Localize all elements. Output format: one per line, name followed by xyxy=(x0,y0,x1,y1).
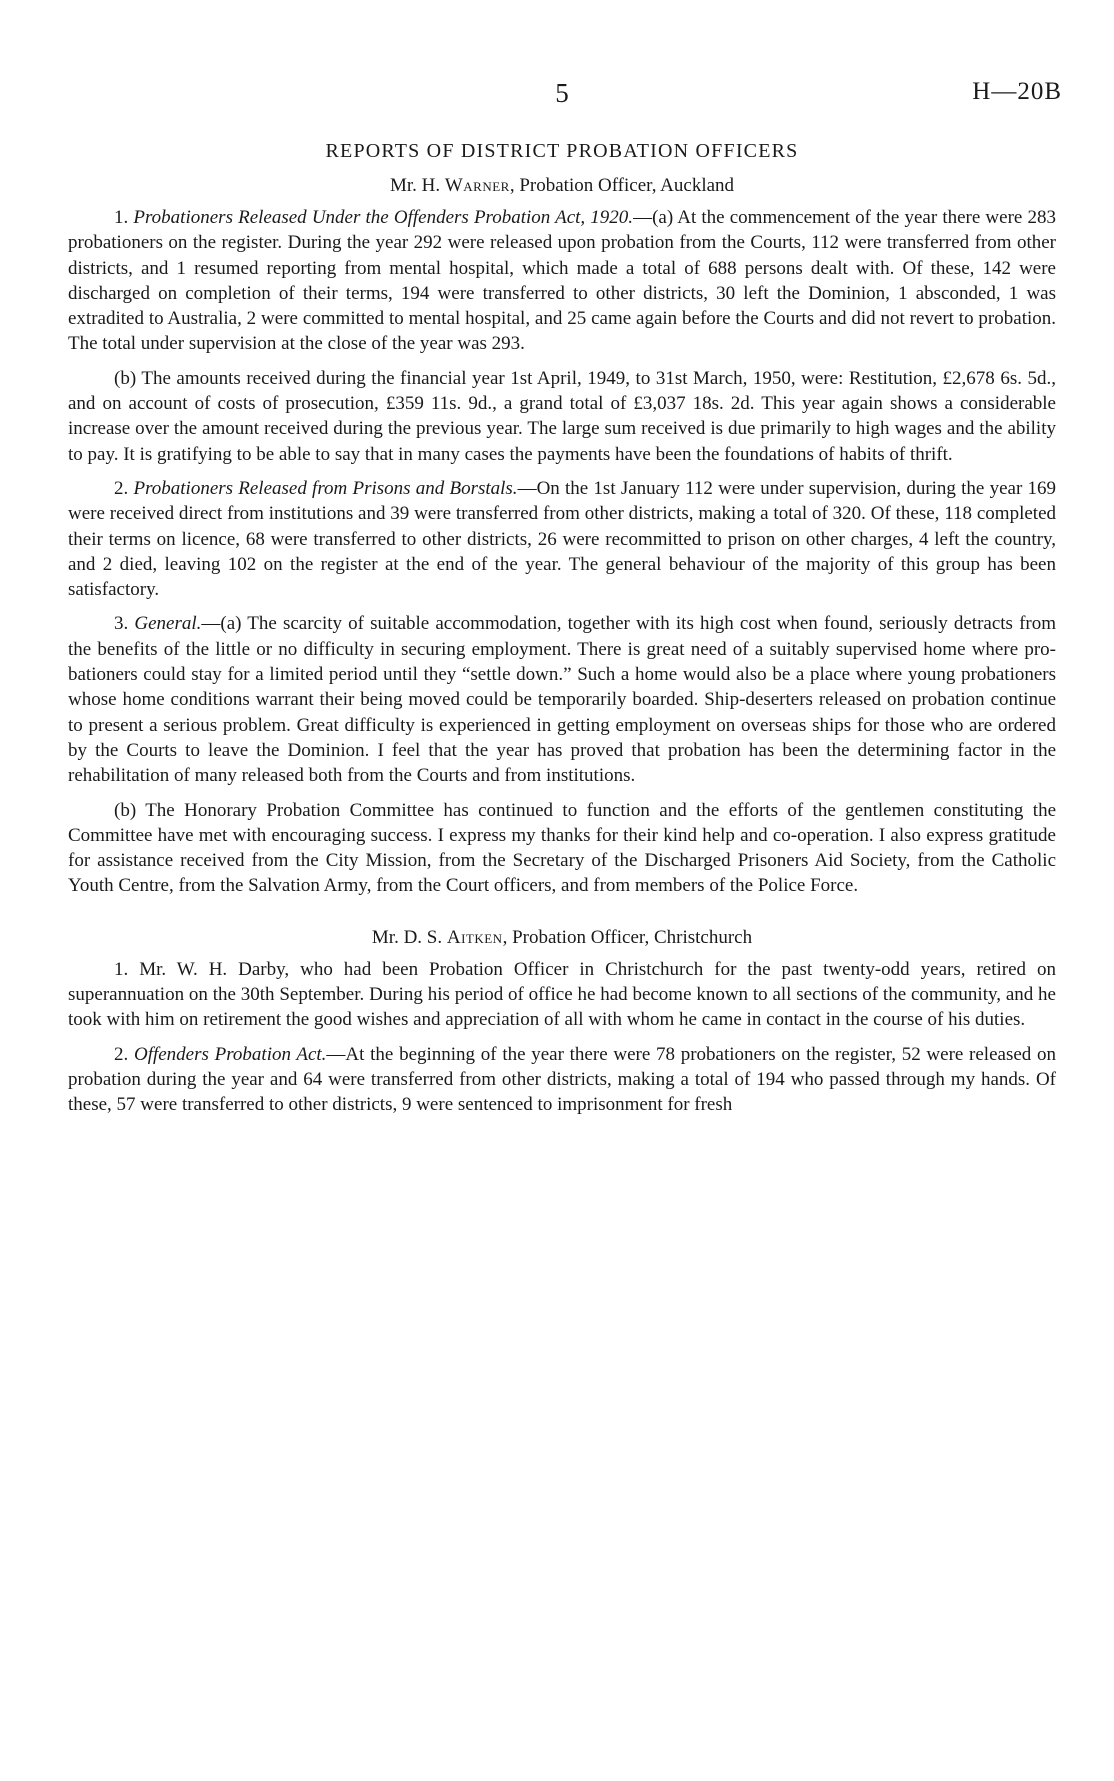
report-title: REPORTS OF DISTRICT PROBATION OFFICERS xyxy=(325,140,799,162)
paragraph-text: On the 1st January 112 were under supervision, during the year 169 were received direct from institutions and 39 were transferred from other districts, making a total of 320. Of these, 118 completed their terms on licence, 68 were transferred to other districts, 26 were recommitted to prison on other charges, 4 left the country, and 2 died, leaving 102 on the register at the end of the year. The general behaviour of the majority of this group has been satisfactory. xyxy=(68,477,1056,601)
paragraph-subhead: — xyxy=(326,1043,346,1065)
paragraph-lead: (b) xyxy=(114,367,142,389)
page-number: 5 xyxy=(555,78,569,108)
paragraph-lead: 2. xyxy=(114,477,134,499)
paragraph-heading: Probationers Released Under the Offenders Probation Act, 1920. xyxy=(133,207,634,228)
officer-heading xyxy=(68,927,1056,949)
paragraph-heading: Probationers Released from Prisons and Borstals. xyxy=(133,477,518,499)
paragraph xyxy=(68,611,1056,788)
paragraph-text: The Honorary Probation Committee has continued to function and the efforts of the gentlemen constituting the Committee have met with encouraging success. I express my thanks for their kind help and co-operation. I also express gratitude for assistance received from the City Mission, from the Secretary of the Discharged Prisoners Aid Society, from the Catholic Youth Centre, from the Salvation Army, from the Court officers, and from members of the Police Force. xyxy=(68,799,1056,897)
officer-role: , Probation Officer, Christchurch xyxy=(502,926,753,948)
paragraph-subhead: — xyxy=(517,477,537,499)
paragraph-text: The amounts received during the financial year 1st April, 1949, to 31st March, 1950, were: Restitution, £2,678 6s. 5d., and on account of costs of prosecution, £359 11s. 9d., a grand total of £3,037 18s. 2d. This year again shows a considerable increase over the amount received during the previous year. The large sum received is due primarily to high wages and the ability to pay. It is gratifying to be able to say that in many cases the payments have been the foundations of habits of thrift. xyxy=(68,367,1056,465)
paragraph-subhead: —(a) xyxy=(201,613,248,635)
paragraph-lead: 1. xyxy=(114,958,140,980)
document-page xyxy=(68,78,1062,1127)
paragraph xyxy=(68,205,1056,357)
paragraph-heading: Offenders Probation Act. xyxy=(133,1043,327,1065)
officer-heading xyxy=(68,175,1056,197)
paragraph-lead: (b) xyxy=(114,799,146,821)
officer-surname: Aitken xyxy=(446,926,503,948)
paragraph-text: At the beginning of the year there were 78 probationers on the register, 52 were released on probation during the year and 64 were transferred from other districts, making a total of 194 who passed through my hands. Of these, 57 were transferred to other districts, 9 were sentenced to imprisonment for fresh xyxy=(68,1043,1056,1116)
section-christchurch xyxy=(68,927,1056,1118)
officer-prefix: Mr. H. xyxy=(389,175,441,196)
paragraph-lead: 1. xyxy=(114,207,134,228)
paragraph-lead: 2. xyxy=(114,1043,134,1065)
officer-prefix: Mr. D. S. xyxy=(371,926,443,948)
paragraph-heading: General. xyxy=(134,613,202,635)
page-header xyxy=(68,78,1062,118)
paragraph-text: At the commencement of the year there were 283 probationers on the register. During the year 292 were released upon probation from the Courts, 112 were transferred from other districts, and 1 resumed reporting from mental hospital, which made a total of 688 persons dealt with. Of these, 142 were discharged on completion of their terms, 194 were transferred to other districts, 30 left the Dominion, 1 absconded, 1 was extradited to Australia, 2 were committed to mental hospital, and 25 came again before the Courts and did not revert to probation. The total under supervision at the close of the year was 293. xyxy=(68,207,1056,355)
paragraph xyxy=(68,1042,1056,1118)
paragraph xyxy=(68,798,1056,899)
page-reference: H—20B xyxy=(972,78,1062,105)
paragraph-lead: 3. xyxy=(114,613,135,635)
officer-role: , Probation Officer, Auckland xyxy=(509,175,735,196)
paragraph xyxy=(68,957,1056,1033)
paragraph-subhead: —(a) xyxy=(633,207,678,228)
officer-surname: Warner xyxy=(444,175,510,196)
paragraph xyxy=(68,476,1056,602)
paragraph-text: Mr. W. H. Darby, who had been Probation Officer in Christchurch for the past twenty-odd years, retired on superannuation on the 30th September. During his period of office he had become known to all sections of the community, and he took with him on retirement the good wishes and appreciation of all with whom he came in contact in the course of his duties. xyxy=(68,958,1057,1031)
paragraph xyxy=(68,366,1056,467)
paragraph-text: The scarcity of suitable accommodation, together with its high cost when found, seriously detracts from the benefits of the little or no difficulty in securing employment. There is great need of a suitably supervised home where probationers could stay for a limited period until they “settle down.” Such a home would also be a place where young probationers whose home conditions warrant their being moved could be temporarily boarded. Ship-deserters released on probation continue to present a serious problem. Great difficulty is experienced in getting employment on overseas ships for those who are ordered by the Courts to leave the Dominion. I feel that the year has proved that probation has been the determining factor in the rehabilitation of many released both from the Courts and from institutions. xyxy=(68,613,1057,787)
section-auckland xyxy=(68,175,1056,899)
